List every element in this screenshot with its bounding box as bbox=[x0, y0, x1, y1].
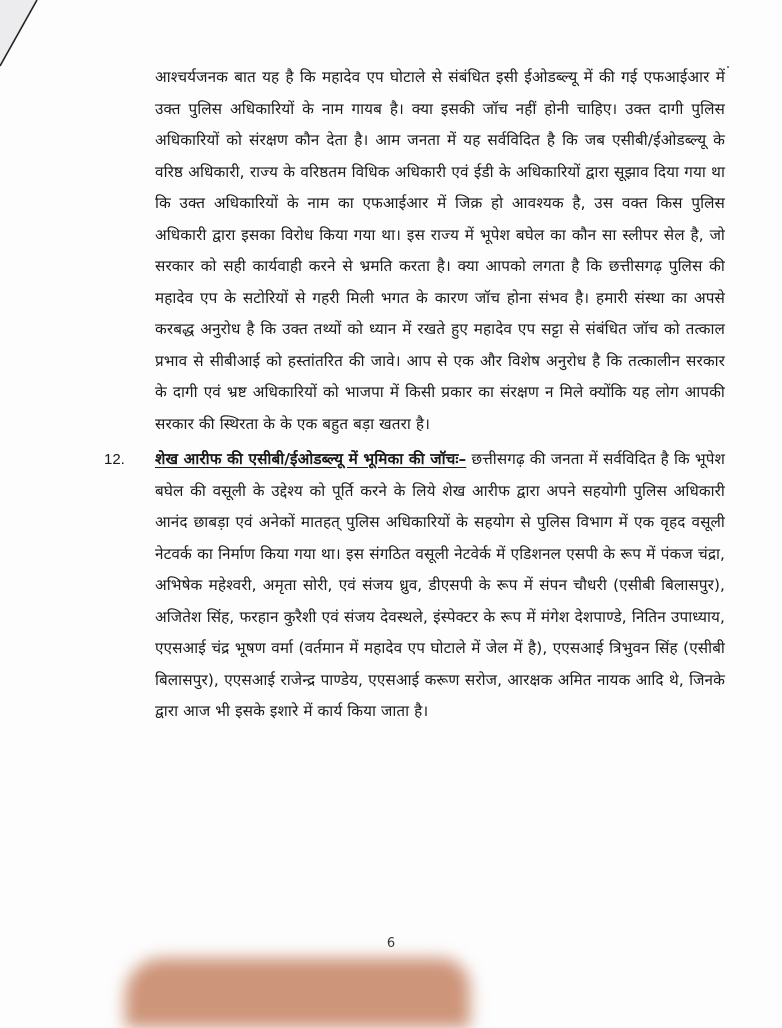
page-edge-shadow bbox=[0, 0, 40, 70]
section-paragraph bbox=[155, 444, 725, 728]
section-body: छत्तीसगढ़ की जनता में सर्वविदित है कि भूपेश बघेल की वसूली के उद्देश्य को पूर्ति करने के लिये शेख आरीफ द्वारा अपने सहयोगी पुलिस अधिकारी आनंद छाबड़ा एवं अनेकों मातहत् पुलिस अधिकारियों के सहयोग से पुलिस विभाग में एक वृहद वसूली नेटवर्क का निर्माण किया गया था। इस संगठित वसूली नेटवेर्क में एडिशनल एसपी के रूप में पंकज चंद्रा, अभिषेक महेश्वरी, अमृता सोरी, एवं संजय ध्रुव, डीएसपी के रूप में संपन चौधरी (एसीबी बिलासपुर), अजितेश सिंह, फरहान कुरैशी एवं संजय देवस्थले, इंस्पेक्टर के रूप में मंगेश देशपाण्डे, नितिन उपाध्याय, एएसआई चंद्र भूषण वर्मा (वर्तमान में महादेव एप घोटाले में जेल में है), एएसआई त्रिभुवन सिंह (एसीबी बिलासपुर), एएसआई राजेन्द्र पाण्डेय, एएसआई करूण सरोज, आरक्षक अमित नायक आदि थे, जिनके द्वारा आज भी इसके इशारे में कार्य किया जाता है। bbox=[155, 450, 725, 720]
page-number: 6 bbox=[386, 936, 396, 951]
section-heading: शेख आरीफ की एसीबी/ईओडब्ल्यू में भूमिका की जॉचः– bbox=[155, 450, 467, 468]
section-12 bbox=[104, 444, 725, 728]
paper-speck bbox=[727, 66, 729, 68]
section-number: 12. bbox=[104, 451, 125, 468]
finger-shadow bbox=[125, 958, 470, 1028]
continued-paragraph: आश्चर्यजनक बात यह है कि महादेव एप घोटाले से संबंधित इसी ईओडब्ल्यू में की गई एफआईआर में उक्त पुलिस अधिकारियों के नाम गायब है। क्या इसकी जॉच नहीं होनी चाहिए। उक्त दागी पुलिस अधिकारियों को संरक्षण कौन देता है। आम जनता में यह सर्वविदित है कि जब एसीबी/ईओडब्ल्यू के वरिष्ठ अधिकारी, राज्य के वरिष्ठतम विधिक अधिकारी एवं ईडी के अधिकारियों द्वारा सूझाव दिया गया था कि उक्त अधिकारियों के नाम का एफआईआर में जिक्र हो आवश्यक है, उस वक्त किस पुलिस अधिकारी द्वारा इसका विरोध किया गया था। इस राज्य में भूपेश बघेल का कौन सा स्लीपर सेल है, जो सरकार को सही कार्यवाही करने से भ्रमति करता है। क्या आपको लगता है कि छत्तीसगढ़ पुलिस की महादेव एप के सटोरियों से गहरी मिली भगत के कारण जॉच होना संभव है। हमारी संस्था का अपसे करबद्ध अनुरोध है कि उक्त तथ्यों को ध्यान में रखते हुए महादेव एप सट्टा से संबंधित जॉच को तत्काल प्रभाव से सीबीआई को हस्तांतरित की जावे। आप से एक और विशेष अनुरोध है कि तत्कालीन सरकार के दागी एवं भ्रष्ट अधिकारियों को भाजपा में किसी प्रकार का संरक्षण न मिले क्योंकि यह लोग आपकी सरकार की स्थिरता के के एक बहुत बड़ा खतरा है। bbox=[155, 68, 725, 433]
document-body bbox=[104, 62, 725, 728]
